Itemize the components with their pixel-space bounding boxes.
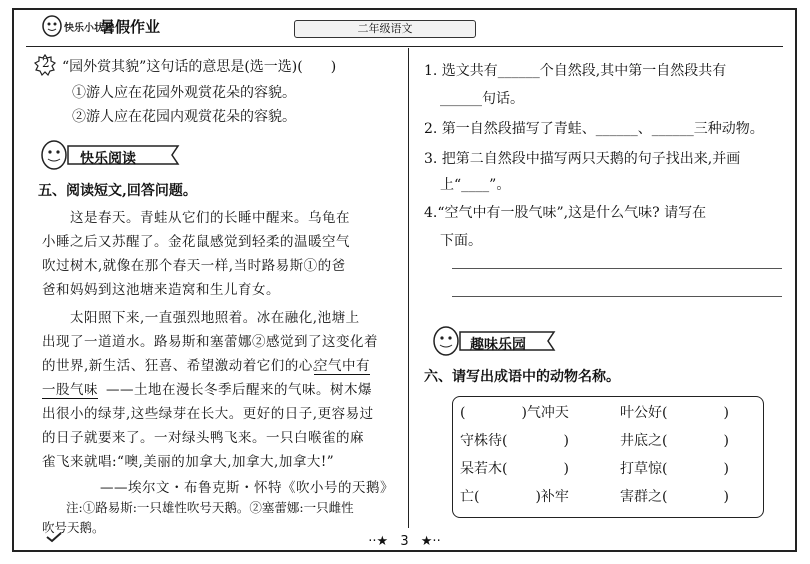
passage-line: 出很小的绿芽,这些绿芽在长大。更好的日子,更容易过 — [42, 406, 374, 422]
brand-title: 暑假作业 — [100, 18, 161, 36]
question-4-cont: 下面。 — [440, 233, 482, 249]
question-2: 2. 第一自然段描写了青蛙、______、______三种动物。 — [424, 121, 764, 137]
q2-option-2: ②游人应在花园内观赏花朵的容貌。 — [72, 109, 296, 125]
answer-line[interactable] — [452, 296, 782, 297]
page-number: 3 — [400, 534, 409, 549]
idiom-left[interactable]: 守株待( ) — [460, 433, 569, 449]
footnote: 吹号天鹅。 — [42, 520, 105, 535]
star-icon: ★·· — [420, 534, 441, 549]
question-3: 3. 把第二自然段中描写两只天鹅的句子找出来,并画 — [424, 151, 741, 167]
question-1: 1. 选文共有______个自然段,其中第一自然段共有 — [424, 63, 727, 79]
passage-line: 爸和妈妈到这池塘来造窝和生儿育女。 — [42, 282, 280, 298]
question-1-cont: ______句话。 — [440, 91, 524, 107]
grade-label: 二年级语文 — [294, 20, 476, 38]
question-3-cont: 上“____”。 — [440, 177, 511, 193]
idiom-right[interactable]: 井底之( ) — [620, 433, 729, 449]
section-5-heading: 五、阅读短文,回答问题。 — [38, 183, 197, 199]
passage-line: 雀飞来就唱:“噢,美丽的加拿大,加拿大,加拿大!” — [42, 454, 335, 470]
question-number: 2 — [42, 56, 50, 70]
q2-text: “园外赏其貌”这句话的意思是(选一选)( ) — [62, 59, 337, 75]
passage-line: 的日子就要来了。一对绿头鸭飞来。一只白喉雀的麻 — [42, 430, 364, 446]
fun-banner-label: 趣味乐园 — [470, 337, 526, 353]
passage-line: 这是春天。青蛙从它们的长睡中醒来。乌龟在 — [42, 210, 350, 226]
question-4: 4.“空气中有一股气味”,这是什么气味? 请写在 — [424, 205, 707, 221]
svg-text:快乐小状元: 快乐小状元 — [64, 23, 114, 34]
passage-source: ——埃尔文・布鲁克斯・怀特《吹小号的天鹅》 — [100, 480, 394, 496]
passage-line: 出现了一道道水。路易斯和塞蕾娜②感觉到了这变化着 — [42, 334, 378, 350]
underlined-phrase: 空气中有 — [314, 354, 370, 375]
header-divider — [26, 46, 783, 47]
q2-option-1: ①游人应在花园外观赏花朵的容貌。 — [72, 85, 296, 101]
idiom-left[interactable]: 亡( )补牢 — [460, 489, 569, 505]
page-header — [14, 10, 795, 42]
idiom-right[interactable]: 叶公好( ) — [620, 405, 729, 421]
answer-line[interactable] — [452, 268, 782, 269]
star-icon: ··★ — [368, 534, 389, 549]
idiom-right[interactable]: 害群之( ) — [620, 489, 729, 505]
underlined-phrase: 一股气味 — [42, 378, 98, 399]
workbook-page — [12, 8, 797, 552]
logo-icon — [42, 14, 114, 38]
column-divider — [408, 48, 409, 528]
passage-line: 吹过树木,就像在那个春天一样,当时路易斯①的爸 — [42, 258, 346, 274]
section-6-heading: 六、请写出成语中的动物名称。 — [424, 369, 620, 385]
idiom-left[interactable]: 呆若木( ) — [460, 461, 569, 477]
passage-line: 太阳照下来,一直强烈地照着。冰在融化,池塘上 — [42, 310, 360, 326]
footnote: 注:①路易斯:一只雄性吹号天鹅。②塞蕾娜:一只雌性 — [66, 500, 354, 515]
idiom-right[interactable]: 打草惊( ) — [620, 461, 729, 477]
passage-line: 小睡之后又苏醒了。金花鼠感觉到轻柔的温暖空气 — [42, 234, 350, 250]
passage-line: ——土地在漫长冬季后醒来的气味。树木爆 — [106, 382, 372, 398]
page-footer — [14, 534, 795, 549]
passage-line: 的世界,新生活、狂喜、希望激动着它们的心。 — [42, 358, 327, 374]
reading-banner-label: 快乐阅读 — [80, 151, 136, 167]
idiom-left[interactable]: ( )气冲天 — [460, 405, 569, 421]
